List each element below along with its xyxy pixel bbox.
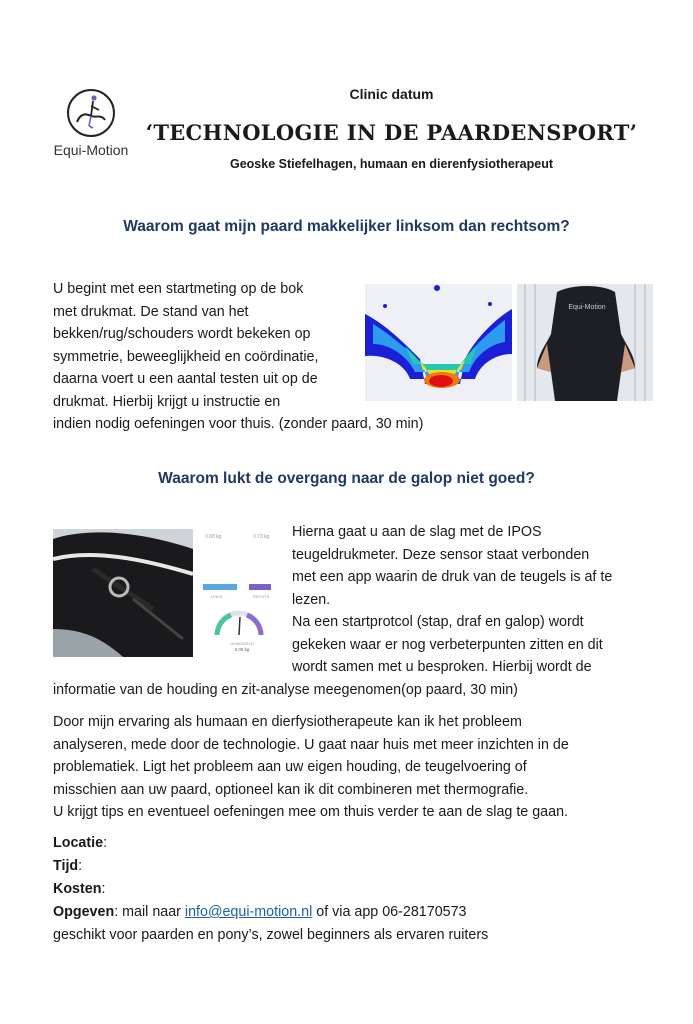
section3-line: analyseren, mede door de technologie. U gaat naar huis met meer inzichten in de <box>53 736 569 753</box>
logo-text: Equi-Motion <box>53 142 129 158</box>
left-weight-value: 0.68 kg <box>205 534 222 540</box>
section1-line: U begint met een startmeting op de bok <box>53 281 304 297</box>
gauge-icon <box>211 605 267 639</box>
section2-full-line: informatie van de houding en zit-analyse meegenomen(op paard, 30 min) <box>53 682 518 698</box>
opgeven-prefix: : mail naar <box>114 904 185 920</box>
section3-line: misschien aan uw paard, optioneel kan ik dit combineren met thermografie. <box>53 781 529 798</box>
section1-line: daarna voert u een aantal testen uit op de <box>53 371 318 387</box>
section1-line: symmetrie, beweeglijkheid en coördinatie, <box>53 348 319 365</box>
section2-line: Na een startprotcol (stap, draf en galop) wordt <box>292 614 584 630</box>
rein-app-screenshot <box>197 529 287 657</box>
kosten-line: Kosten: <box>53 881 106 897</box>
pressure-map-image <box>365 284 512 401</box>
opgeven-label: Opgeven <box>53 904 115 920</box>
locatie-line: Locatie: <box>53 835 108 851</box>
section1-line: met drukmat. De stand van het <box>53 303 249 320</box>
section2-line: teugeldrukmeter. Deze sensor staat verbonden <box>292 546 590 563</box>
right-weight-value: 0.73 kg <box>253 534 270 540</box>
section3-line: U krijgt tips en eventueel oefeningen mee om thuis verder te aan de slag te gaan. <box>53 804 569 820</box>
gauge-label: GEMIDDELD <box>230 641 254 646</box>
info-block <box>53 832 673 947</box>
opgeven-line <box>53 901 673 924</box>
opgeven-suffix: of via app 06-28170573 <box>312 904 467 920</box>
section1-heading: Waarom gaat mijn paard makkelijker linksom dan rechtsom? <box>123 218 570 235</box>
section1-line: bekken/rug/schouders wordt bekeken op <box>53 326 311 342</box>
section3-text <box>53 711 673 824</box>
page-subtitle: Geoske Stiefelhagen, humaan en dierenfysiotherapeut <box>229 157 553 171</box>
section3-line: problematiek. Ligt het probleem aan uw eigen houding, de teugelvoering of <box>53 759 527 775</box>
section2-line: met een app waarin de druk van de teugels is af te <box>292 569 613 585</box>
footer-line: geschikt voor paarden en pony’s, zowel beginners als ervaren ruiters <box>53 927 489 943</box>
left-label: LINKS <box>211 594 223 599</box>
shirt-logo-text: Equi-Motion <box>568 304 606 311</box>
clinic-date-label: Clinic datum <box>349 86 434 102</box>
gauge-value: 0.05 kg <box>234 647 250 652</box>
section1-line: indien nodig oefeningen voor thuis. (zonder paard, 30 min) <box>53 416 424 432</box>
section2-right-text <box>292 521 672 679</box>
section1-line: drukmat. Hierbij krijgt u instructie en <box>53 393 281 410</box>
section2-line: Hierna gaat u aan de slag met de IPOS <box>292 524 542 540</box>
right-bar <box>249 584 271 590</box>
section2-line: lezen. <box>292 591 331 608</box>
rider-back-photo <box>517 284 653 401</box>
tijd-label: Tijd <box>53 858 79 874</box>
locatie-label: Locatie <box>53 835 104 851</box>
kosten-label: Kosten <box>53 881 102 897</box>
left-bar <box>203 584 237 590</box>
section2-heading: Waarom lukt de overgang naar de galop niet goed? <box>158 470 535 487</box>
right-label: RECHTS <box>253 594 270 599</box>
section2-line: gekeken waar er nog verbeterpunten zitten en dit <box>292 636 603 653</box>
section2-line: wordt samen met u besproken. Hierbij wordt de <box>292 659 592 675</box>
tijd-line: Tijd: <box>53 858 83 874</box>
email-link[interactable]: info@equi-motion.nl <box>184 904 313 920</box>
page-title: ‘TECHNOLOGIE IN DE PAARDENSPORT’ <box>145 120 638 145</box>
horse-bridle-photo <box>53 529 193 657</box>
section3-line: Door mijn ervaring als humaan en dierfysiotherapeute kan ik het probleem <box>53 714 522 730</box>
